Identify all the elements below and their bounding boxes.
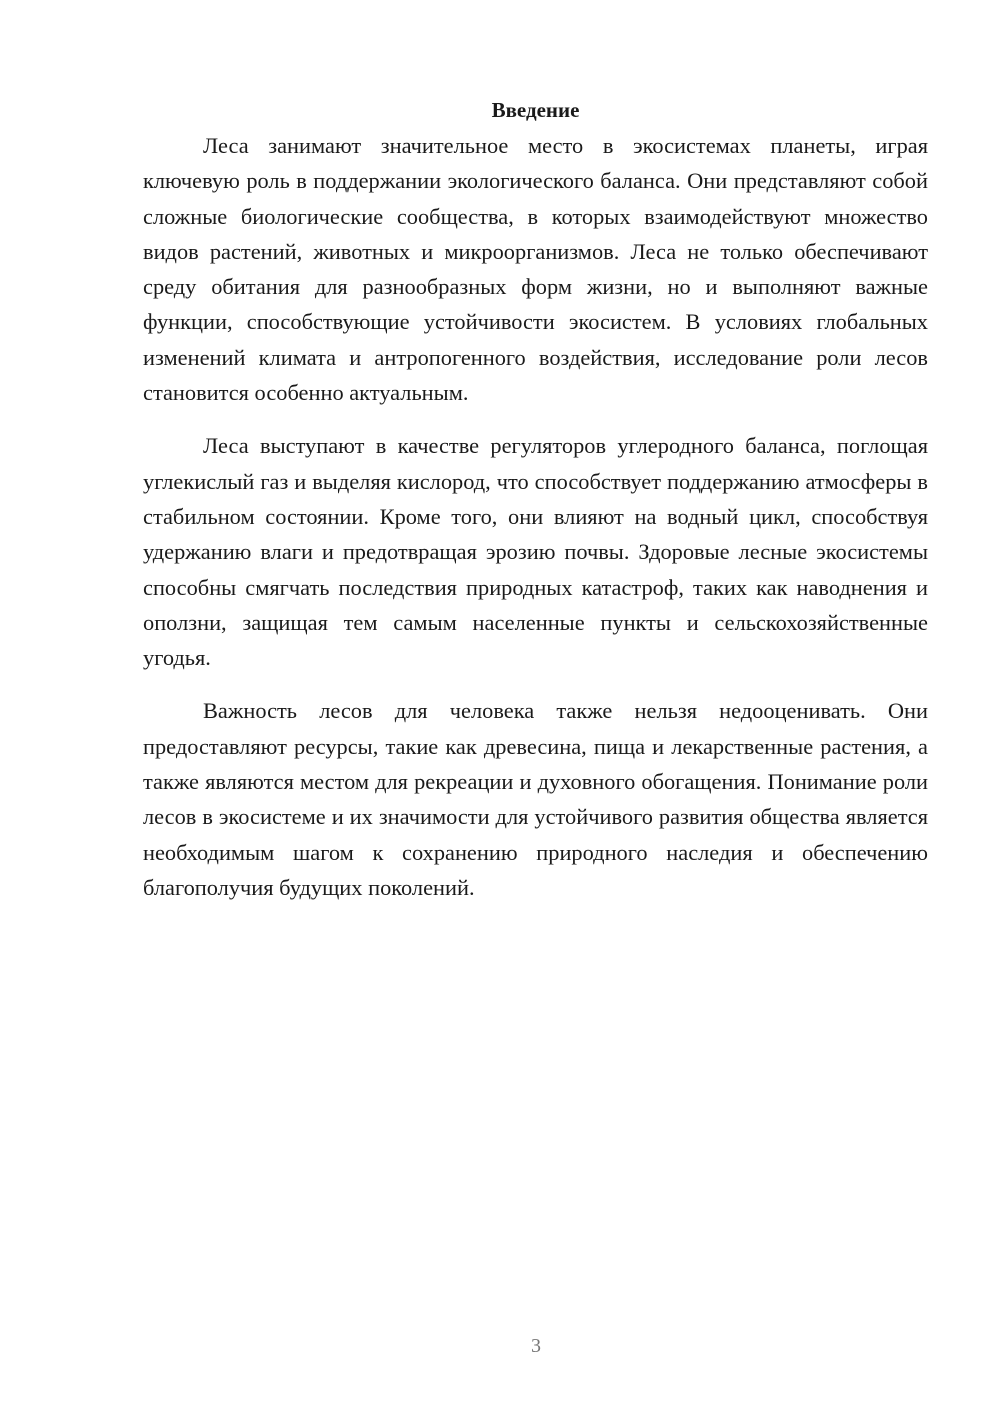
page-content bbox=[143, 92, 928, 923]
paragraph-1: Леса занимают значительное место в экосистемах планеты, играя ключевую роль в поддержании экологического баланса. Они представляют собой сложные биологические сообщества, в которых взаимодействуют множество видов растений, животных и микроорганизмов. Леса не только обеспечивают среду обитания для разнообразных форм жизни, но и выполняют важные функции, способствующие устойчивости экосистем. В условиях глобальных изменений климата и антропогенного воздействия, исследование роли лесов становится особенно актуальным. bbox=[143, 133, 928, 406]
paragraph-2: Леса выступают в качестве регуляторов углеродного баланса, поглощая углекислый газ и выделяя кислород, что способствует поддержанию атмосферы в стабильном состоянии. Кроме того, они влияют на водный цикл, способствуя удержанию влаги и предотвращая эрозию почвы. Здоровые лесные экосистемы способны смягчать последствия природных катастроф, таких как наводнения и оползни, защищая тем самым населенные пункты и сельскохозяйственные угодья. bbox=[143, 433, 928, 671]
page-number: 3 bbox=[531, 1335, 541, 1357]
section-title: Введение bbox=[491, 98, 580, 122]
paragraph-3: Важность лесов для человека также нельзя недооценивать. Они предоставляют ресурсы, такие как древесина, пища и лекарственные растения, а также являются местом для рекреации и духовного обогащения. Понимание роли лесов в экосистеме и их значимости для устойчивого развития общества является необходимым шагом к сохранению природного наследия и обеспечению благополучия будущих поколений. bbox=[143, 698, 928, 900]
